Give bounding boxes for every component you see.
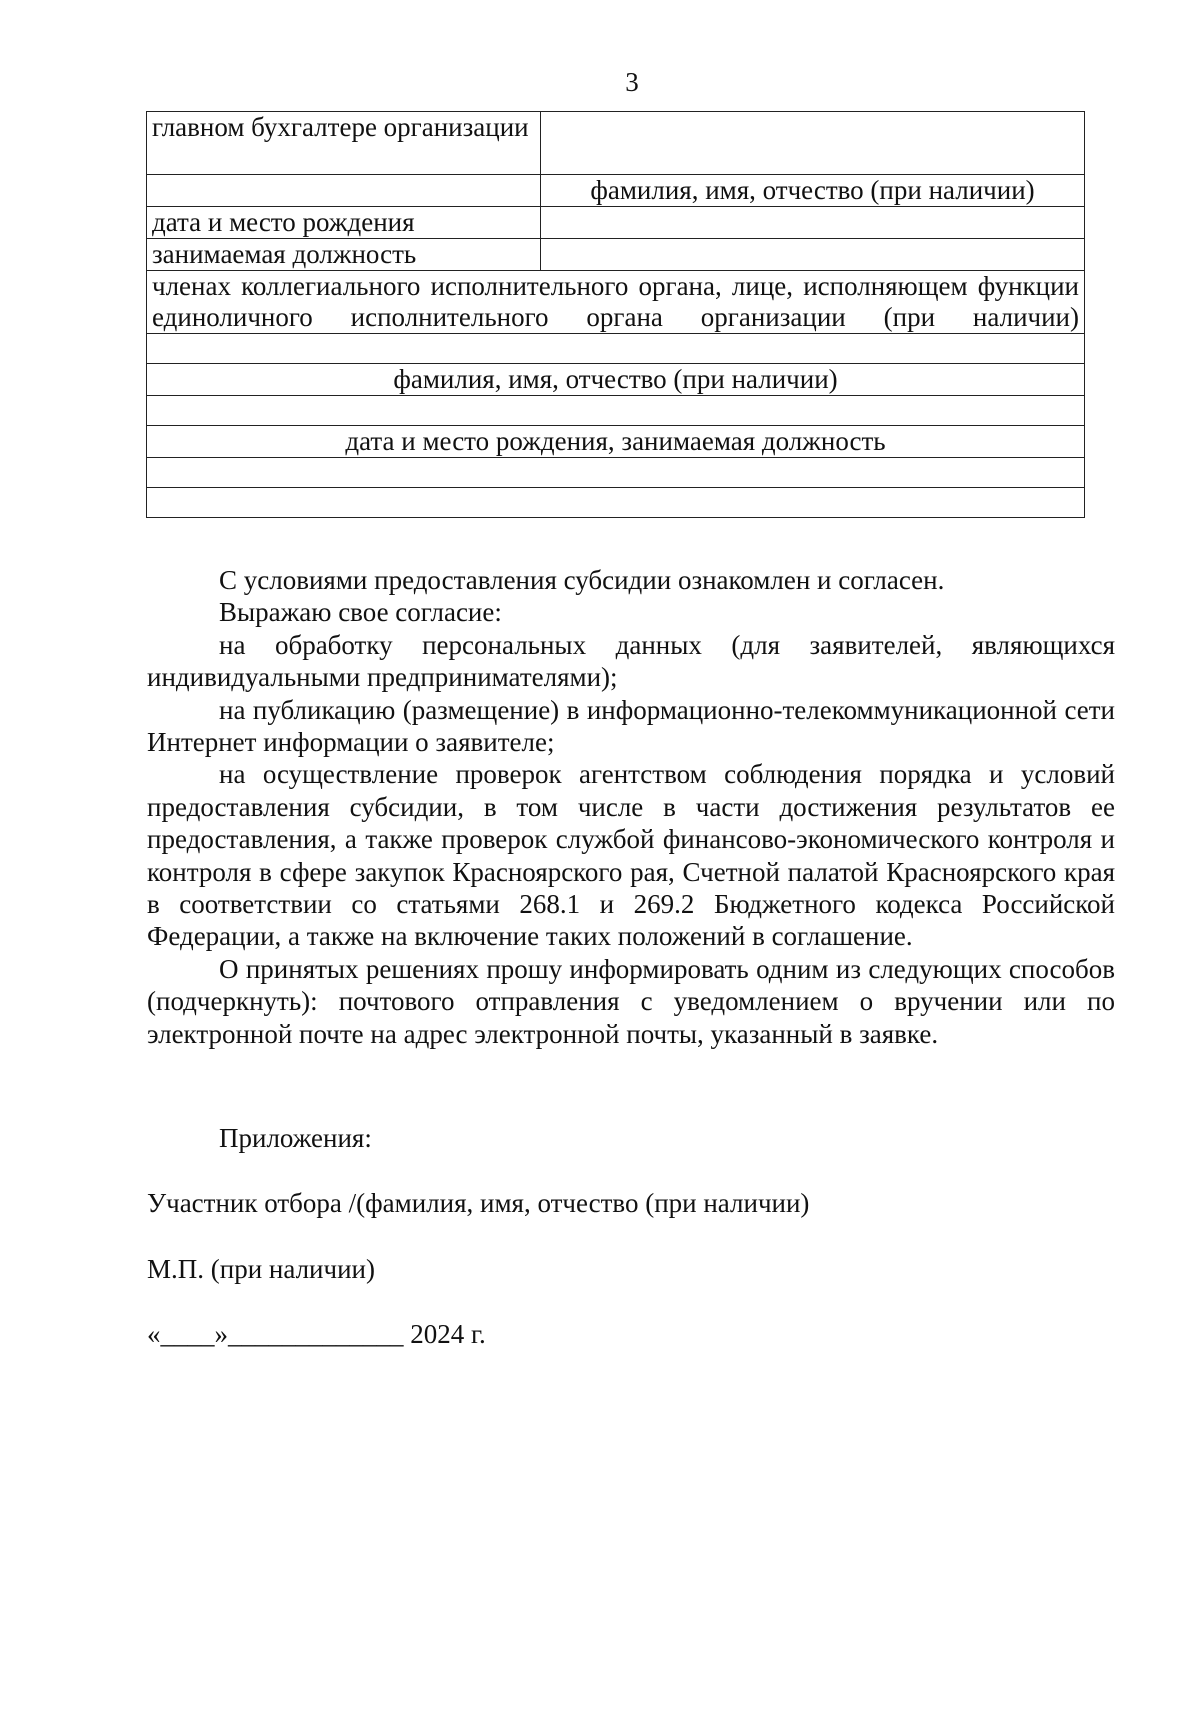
page-number: 3 [625,67,639,97]
chief-accountant-value[interactable] [541,112,1085,175]
table-row [147,239,1085,271]
board-birth-position-caption: дата и место рождения, занимаемая должность [147,426,1085,458]
table-row [147,112,1085,175]
table-row [147,364,1085,396]
table-row [147,175,1085,207]
fio-caption: фамилия, имя, отчество (при наличии) [541,175,1085,207]
board-heading: членах коллегиального исполнительного органа, лице, исполняющем функции единоличного исполнительного органа организации (при наличии) [147,271,1085,334]
birth-value[interactable] [541,207,1085,239]
applicant-info-table [146,111,1085,518]
table-row [147,271,1085,334]
attachments-label: Приложения: [219,1123,372,1153]
table-row [147,334,1085,364]
birth-label: дата и место рождения [147,207,541,239]
consent-text [147,564,1115,1050]
board-fio-value[interactable] [147,334,1085,364]
empty-cell [147,175,541,207]
table-row [147,488,1085,518]
participant-signature-line: Участник отбора /(фамилия, имя, отчество (при наличии) [147,1188,810,1218]
board-fio-caption: фамилия, имя, отчество (при наличии) [147,364,1085,396]
table-row [147,426,1085,458]
stamp-line: М.П. (при наличии) [147,1254,375,1284]
extra-row-1[interactable] [147,458,1085,488]
position-value[interactable] [541,239,1085,271]
table-row [147,396,1085,426]
table-row [147,207,1085,239]
paragraph-notification: О принятых решениях прошу информировать одним из следующих способов (подчеркнуть): почтового отправления с уведомлением о вручении или по электронной почте на адрес электронной почты, указанный в заявке. [147,953,1115,1049]
paragraph-publication: на публикацию (размещение) в информационно-телекоммуникационной сети Интернет информации о заявителе; [147,694,1115,758]
board-birth-position-value[interactable] [147,396,1085,426]
paragraph-consent-intro: Выражаю свое согласие: [219,597,502,628]
extra-row-2[interactable] [147,488,1085,518]
paragraph-personal-data: на обработку персональных данных (для заявителей, являющихся индивидуальными предпринимателями); [147,629,1115,693]
table-row [147,458,1085,488]
date-line: «____»_____________ 2024 г. [147,1319,486,1349]
position-label: занимаемая должность [147,239,541,271]
paragraph-inspections: на осуществление проверок агентством соблюдения порядка и условий предоставления субсидии, в том числе в части достижения результатов ее предоставления, а также проверок службой финансово-экономического контроля и контроля в сфере закупок Красноярского рая, Счетной палатой Красноярского края в соответствии со статьями 268.1 и 269.2 Бюджетного кодекса Российской Федерации, а также на включение таких положений в соглашение. [147,759,1115,952]
chief-accountant-label: главном бухгалтере организации [147,112,541,175]
paragraph-agreement: С условиями предоставления субсидии ознакомлен и согласен. [219,565,945,595]
